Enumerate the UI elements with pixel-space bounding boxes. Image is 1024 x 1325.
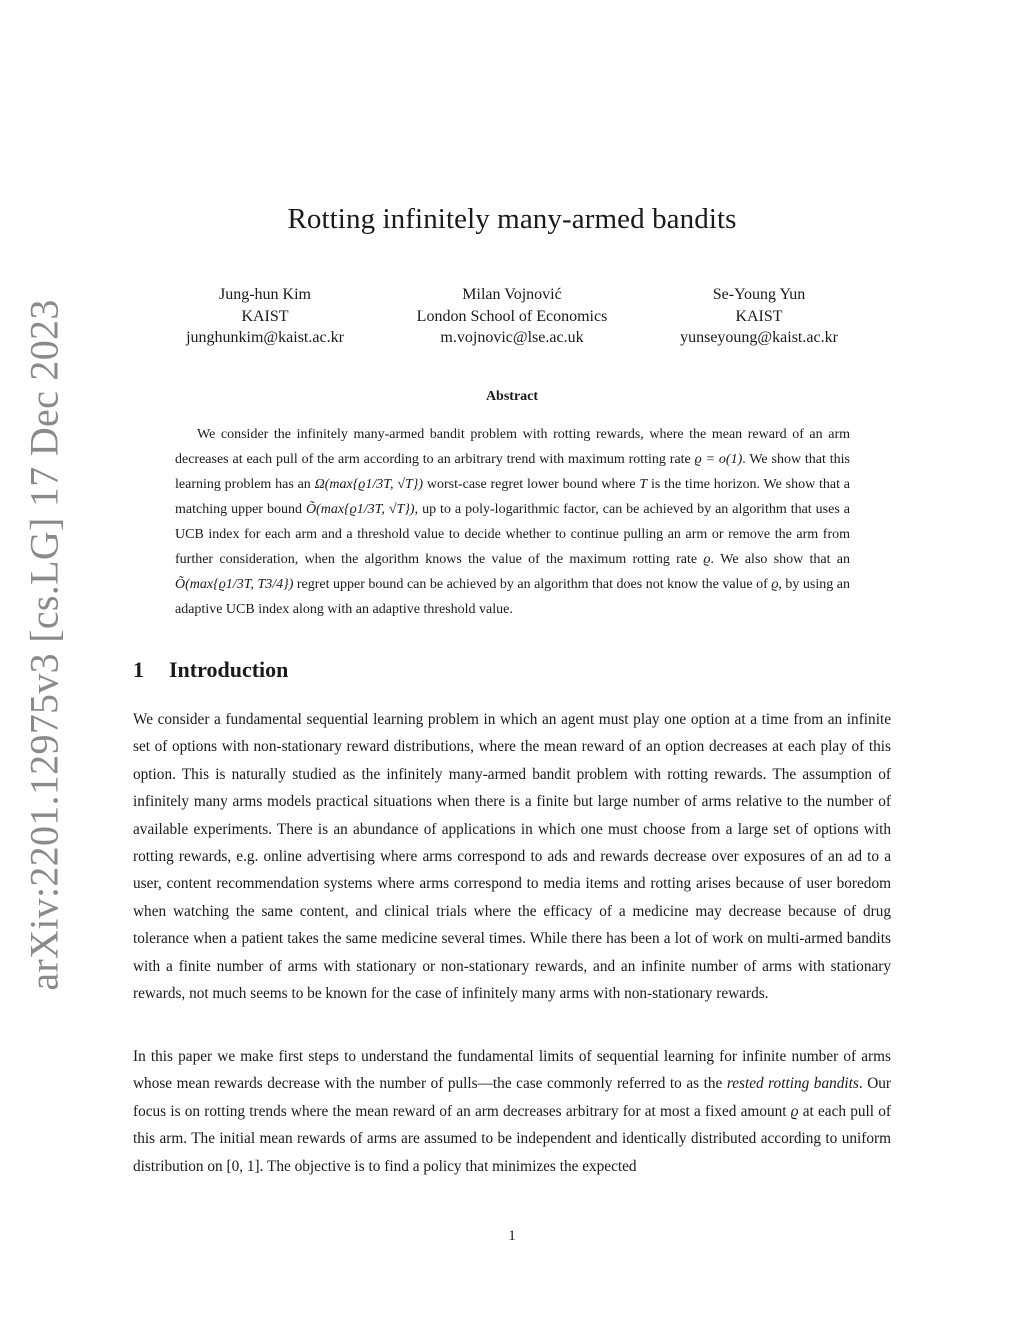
math-expression: ϱ <box>703 552 711 567</box>
author-name: Se-Young Yun <box>712 286 806 303</box>
paper-title: Rotting infinitely many-armed bandits <box>287 203 737 235</box>
author-name: Jung-hun Kim <box>219 286 311 303</box>
author-name: Milan Vojnović <box>462 286 562 303</box>
math-expression: Õ(max{ϱ1/3T, T3/4}) <box>175 577 294 592</box>
abstract-heading: Abstract <box>485 389 539 404</box>
body-paragraph: In this paper we make first steps to understand the fundamental limits of sequential learning for infinite number of arms whose mean rewards decrease with the number of pulls—the case commonly referred to as the rested rotting bandits. Our focus is on rotting trends where the mean reward of an arm decreases arbitrary for at most a fixed amount ϱ at each pull of this arm. The initial mean rewards of arms are assumed to be independent and identically distributed according to uniform distribution on [0, 1]. The objective is to find a policy that minimizes the expected <box>133 1048 891 1175</box>
body-paragraph: We consider a fundamental sequential learning problem in which an agent must play one option at a time from an infinite set of options with non-stationary reward distributions, where the mean reward of an option decreases at each play of this option. This is naturally studied as the infinitely many-armed bandit problem with rotting rewards. The assumption of infinitely many arms models practical situations when there is a finite but large number of arms relative to the number of available experiments. There is an abundance of applications in which one must choose from a large set of options with rotting rewards, e.g. online advertising where arms correspond to ads and rewards decrease over exposures of an ad to a user, content recommendation systems where arms correspond to media items and rotting arises because of user boredom when watching the same content, and clinical trials where the efficacy of a medicine may decrease because of drug tolerance when a patient takes the same medicine several times. While there has been a lot of work on multi-armed bandits with a finite number of arms with stationary or non-stationary rewards, and an infinite number of arms with stationary rewards, not much seems to be known for the case of infinitely many arms with non-stationary rewards. <box>133 711 891 1003</box>
math-expression: Õ(max{ϱ1/3T, √T}) <box>305 502 415 517</box>
section-heading <box>133 657 288 683</box>
author-email: m.vojnovic@lse.ac.uk <box>440 329 584 346</box>
math-expression: ϱ <box>771 577 779 592</box>
arxiv-identifier-text: arXiv:2201.12975v3 [cs.LG] 17 Dec 2023 <box>21 299 67 991</box>
math-expression: [0, 1] <box>226 1157 260 1175</box>
author-affiliation: London School of Economics <box>416 307 608 325</box>
author-affiliation: KAIST <box>735 307 783 325</box>
emphasized-term: rested rotting bandits <box>726 1075 859 1093</box>
section-title: Introduction <box>169 657 289 682</box>
math-expression: ϱ <box>790 1102 799 1120</box>
math-expression: T <box>639 477 648 492</box>
author-email: yunseyoung@kaist.ac.kr <box>680 329 838 346</box>
author-email: junghunkim@kaist.ac.kr <box>186 329 344 346</box>
author-affiliation: KAIST <box>241 307 289 325</box>
section-number: 1 <box>133 657 144 682</box>
math-expression: Ω(max{ϱ1/3T, √T}) <box>314 477 424 492</box>
page-number: 1 <box>508 1228 516 1244</box>
author-block <box>609 284 909 349</box>
math-expression: ϱ = o(1) <box>694 452 743 467</box>
abstract-body: We consider the infinitely many-armed bandit problem with rotting rewards, where the mean reward of an arm decreases at each pull of the arm according to an arbitrary trend with maximum rotting rate ϱ = o(1). We show that this learning problem has an Ω(max{ϱ1/3T, √T}) worst-case regret lower bound where T is the time horizon. We show that a matching upper bound Õ(max{ϱ1/3T, √T}), up to a poly-logarithmic factor, can be achieved by an algorithm that uses a UCB index for each arm and a threshold value to decide whether to continue pulling an arm or remove the arm from further consideration, when the algorithm knows the value of the maximum rotting rate ϱ. We also show that an Õ(max{ϱ1/3T, T3/4}) regret upper bound can be achieved by an algorithm that does not know the value of ϱ, by using an adaptive UCB index along with an adaptive threshold value. <box>175 427 850 617</box>
